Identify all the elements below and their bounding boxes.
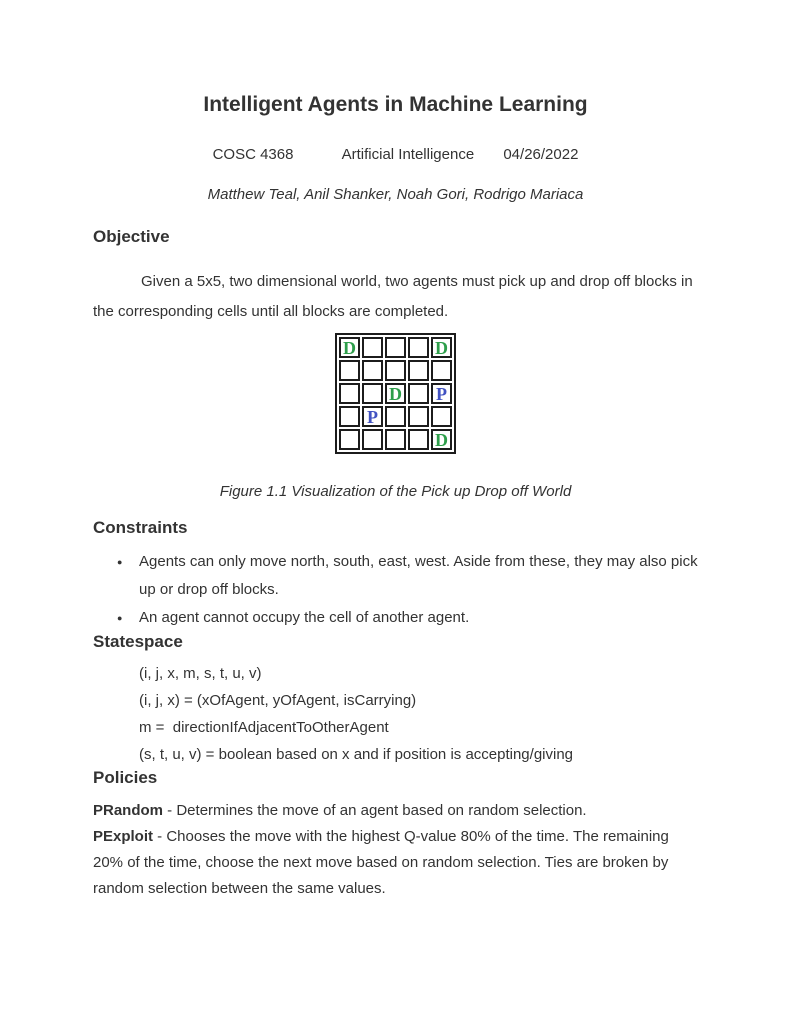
policy-text: - Determines the move of an agent based on random selection. [163,802,587,819]
policy-term: PRandom [93,802,164,819]
grid-cell [339,337,360,358]
page-title: Intelligent Agents in Machine Learning [203,93,588,116]
grid-cell [339,360,360,381]
objective-heading: Objective [93,227,170,246]
grid-cell [362,406,383,427]
constraints-heading: Constraints [93,518,188,537]
grid-cell [431,406,452,427]
policy-text: - Chooses the move with the highest Q-value 80% of the time. The remaining 20% of the time, choose the next move based on random selection. Ties are broken by random selection between the same values. [93,828,674,897]
grid-cell [385,360,406,381]
grid-cell [339,383,360,404]
grid-cell [431,360,452,381]
grid-cell [362,337,383,358]
statespace-line: (i, j, x) = (xOfAgent, yOfAgent, isCarrying) [139,692,417,709]
grid-cell [339,406,360,427]
grid-cell [385,383,406,404]
statespace-line: (s, t, u, v) = boolean based on x and if position is accepting/giving [139,746,574,763]
dropoff-marker: D [435,337,448,358]
grid-cell [362,360,383,381]
document-date: 04/26/2022 [503,146,579,163]
policy-term: PExploit [93,828,154,845]
grid-cell [408,383,429,404]
list-item: ● Agents can only move north, south, east, west. Aside from these, they may also pick up or drop off blocks. [93,548,698,604]
grid-cell [385,337,406,358]
grid-cell [408,406,429,427]
authors-line: Matthew Teal, Anil Shanker, Noah Gori, Rodrigo Mariaca [207,186,584,203]
grid-cell [385,429,406,450]
grid-cell [408,429,429,450]
figure-container [93,333,698,454]
course-info-line [93,145,698,165]
course-code: COSC 4368 [212,146,294,163]
dropoff-marker: D [435,429,448,450]
grid-cell [339,429,360,450]
statespace-line: m = directionIfAdjacentToOtherAgent [139,719,389,736]
policy-pexploit [93,824,698,902]
world-grid [335,333,456,454]
dropoff-marker: D [389,383,402,404]
grid-cell [408,337,429,358]
policies-heading: Policies [93,768,158,787]
dropoff-marker: D [343,337,356,358]
grid-cell [431,337,452,358]
constraints-list [93,548,698,632]
statespace-heading: Statespace [93,632,183,651]
policy-prandom [93,798,698,824]
list-item: ● An agent cannot occupy the cell of another agent. [93,604,698,632]
pickup-marker: P [436,383,447,404]
grid-cell [408,360,429,381]
grid-cell [431,383,452,404]
grid-cell [362,383,383,404]
statespace-line: (i, j, x, m, s, t, u, v) [139,665,262,682]
figure-caption: Figure 1.1 Visualization of the Pick up Drop off World [219,483,572,500]
grid-cell [431,429,452,450]
objective-paragraph: Given a 5x5, two dimensional world, two agents must pick up and drop off blocks in the corresponding cells until all blocks are completed. [93,273,693,320]
pickup-marker: P [367,406,378,427]
course-subject: Artificial Intelligence [341,146,475,163]
grid-cell [385,406,406,427]
grid-cell [362,429,383,450]
